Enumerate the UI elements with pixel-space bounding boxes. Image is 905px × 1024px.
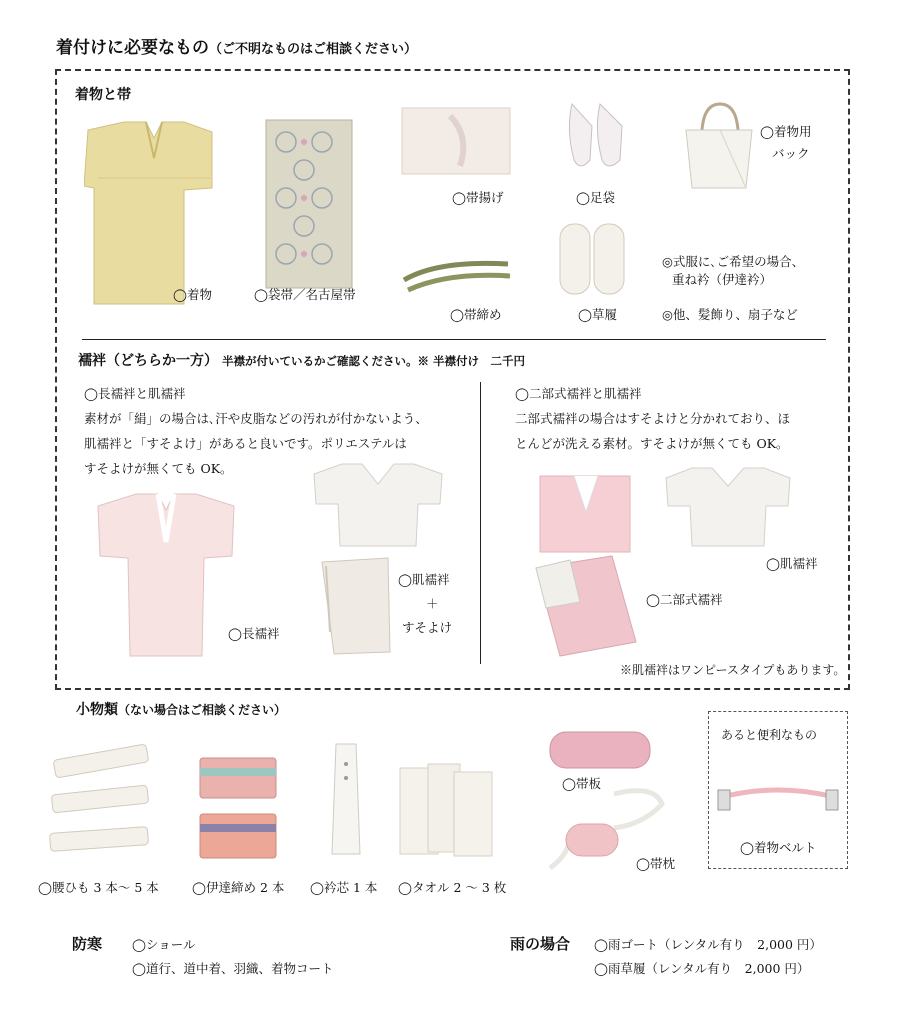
rain-heading: 雨の場合 <box>510 935 571 953</box>
kimono-bag-label-1: ◯着物用 <box>760 124 812 139</box>
juban-heading <box>78 353 525 371</box>
koshihimo-image <box>44 744 156 868</box>
accessories-note: ◎他、髪飾り、扇子など <box>662 307 798 322</box>
obimakura-label: ◯帯枕 <box>636 856 675 871</box>
tabi-image <box>564 100 628 176</box>
datejime-image <box>196 752 280 870</box>
susoyoke-image <box>318 556 392 656</box>
towel-image <box>398 762 494 860</box>
zori-label: ◯草履 <box>578 307 617 322</box>
hadajuban-image-left <box>312 462 444 548</box>
nibushiki-line-1: 二部式襦袢の場合はすそよけと分かれており、ほ <box>515 411 791 426</box>
section-divider <box>82 339 826 340</box>
juban-column-divider <box>480 382 481 664</box>
one-piece-footnote: ※肌襦袢はワンピースタイプもあります。 <box>620 663 846 677</box>
datejime-label: ◯伊達締め 2 本 <box>192 880 285 895</box>
nagajuban-line-1: 素材が「絹」の場合は､汗や皮脂などの汚れが付かないよう、 <box>84 411 428 426</box>
komono-note: （ない場合はご相談ください） <box>118 703 287 717</box>
hadajuban-label-right: ◯肌襦袢 <box>766 556 818 571</box>
fukuro-obi-label: ◯袋帯／名古屋帯 <box>254 287 356 302</box>
hadajuban-image-right <box>664 466 792 548</box>
nibushiki-line-2: とんどが洗える素材。すそよけが無くても OK。 <box>515 436 789 451</box>
obiita-image <box>548 730 652 770</box>
kasane-eri-note-1: ◎式服に､ご希望の場合、 <box>662 254 805 269</box>
rain-line-1: ◯雨ゴート（レンタル有り 2,000 円） <box>594 937 822 952</box>
kimono-bag-image <box>680 100 758 192</box>
nibushiki-option-title: ◯二部式襦袢と肌襦袢 <box>515 386 642 401</box>
kimono-obi-heading: 着物と帯 <box>75 87 131 103</box>
erishin-label: ◯衿芯 1 本 <box>310 880 378 895</box>
bokan-line-1: ◯ショール <box>132 937 196 952</box>
page-title <box>56 38 417 59</box>
nibushiki-label: ◯二部式襦袢 <box>646 592 723 607</box>
hadajuban-label-left: ◯肌襦袢 <box>398 572 450 587</box>
rain-line-2: ◯雨草履（レンタル有り 2,000 円） <box>594 961 810 976</box>
kimono-bag-label-2: バック <box>772 146 810 161</box>
bokan-line-2: ◯道行、道中着、羽織、着物コート <box>132 961 334 976</box>
obiage-label: ◯帯揚げ <box>452 190 504 205</box>
kasane-eri-note-2: 重ね衿（伊達衿） <box>672 272 773 287</box>
obiita-label: ◯帯板 <box>562 776 601 791</box>
kimono-belt-image <box>716 780 840 820</box>
obiage-image <box>400 106 512 176</box>
juban-note: 半襟が付いているかご確認ください。※ 半襟付け 二千円 <box>222 354 526 368</box>
juban-title: 襦袢（どちらか一方） <box>78 353 218 369</box>
obijime-label: ◯帯締め <box>450 307 502 322</box>
kimono-image <box>84 118 216 308</box>
kimono-belt-label: ◯着物ベルト <box>740 840 817 855</box>
koshihimo-label: ◯腰ひも 3 本～ 5 本 <box>38 880 159 895</box>
plus-sign: ＋ <box>426 596 439 611</box>
nagajuban-line-3: すそよけが無くても OK。 <box>84 461 233 476</box>
kimono-label: ◯着物 <box>173 287 212 302</box>
bokan-heading: 防寒 <box>72 935 103 953</box>
susoyoke-label: すそよけ <box>402 620 453 635</box>
tabi-label: ◯足袋 <box>576 190 615 205</box>
nagajuban-label: ◯長襦袢 <box>228 626 280 641</box>
obijime-image <box>398 250 514 300</box>
komono-title: 小物類 <box>76 702 118 718</box>
zori-image <box>556 214 628 298</box>
nagajuban-line-2: 肌襦袢と「すそよけ」があると良いです。ポリエステルは <box>84 436 407 451</box>
title-main: 着付けに必要なもの <box>56 38 209 58</box>
nagajuban-option-title: ◯長襦袢と肌襦袢 <box>84 386 186 401</box>
fukuro-obi-image <box>264 118 354 290</box>
useful-items-heading: あると便利なもの <box>721 728 818 742</box>
nagajuban-image <box>96 492 236 658</box>
towel-label: ◯タオル 2 ～ 3 枚 <box>398 880 507 895</box>
title-note: （ご不明なものはご相談ください） <box>209 42 418 57</box>
komono-heading <box>76 702 286 720</box>
erishin-image <box>326 740 366 858</box>
nibushiki-image <box>530 472 642 658</box>
